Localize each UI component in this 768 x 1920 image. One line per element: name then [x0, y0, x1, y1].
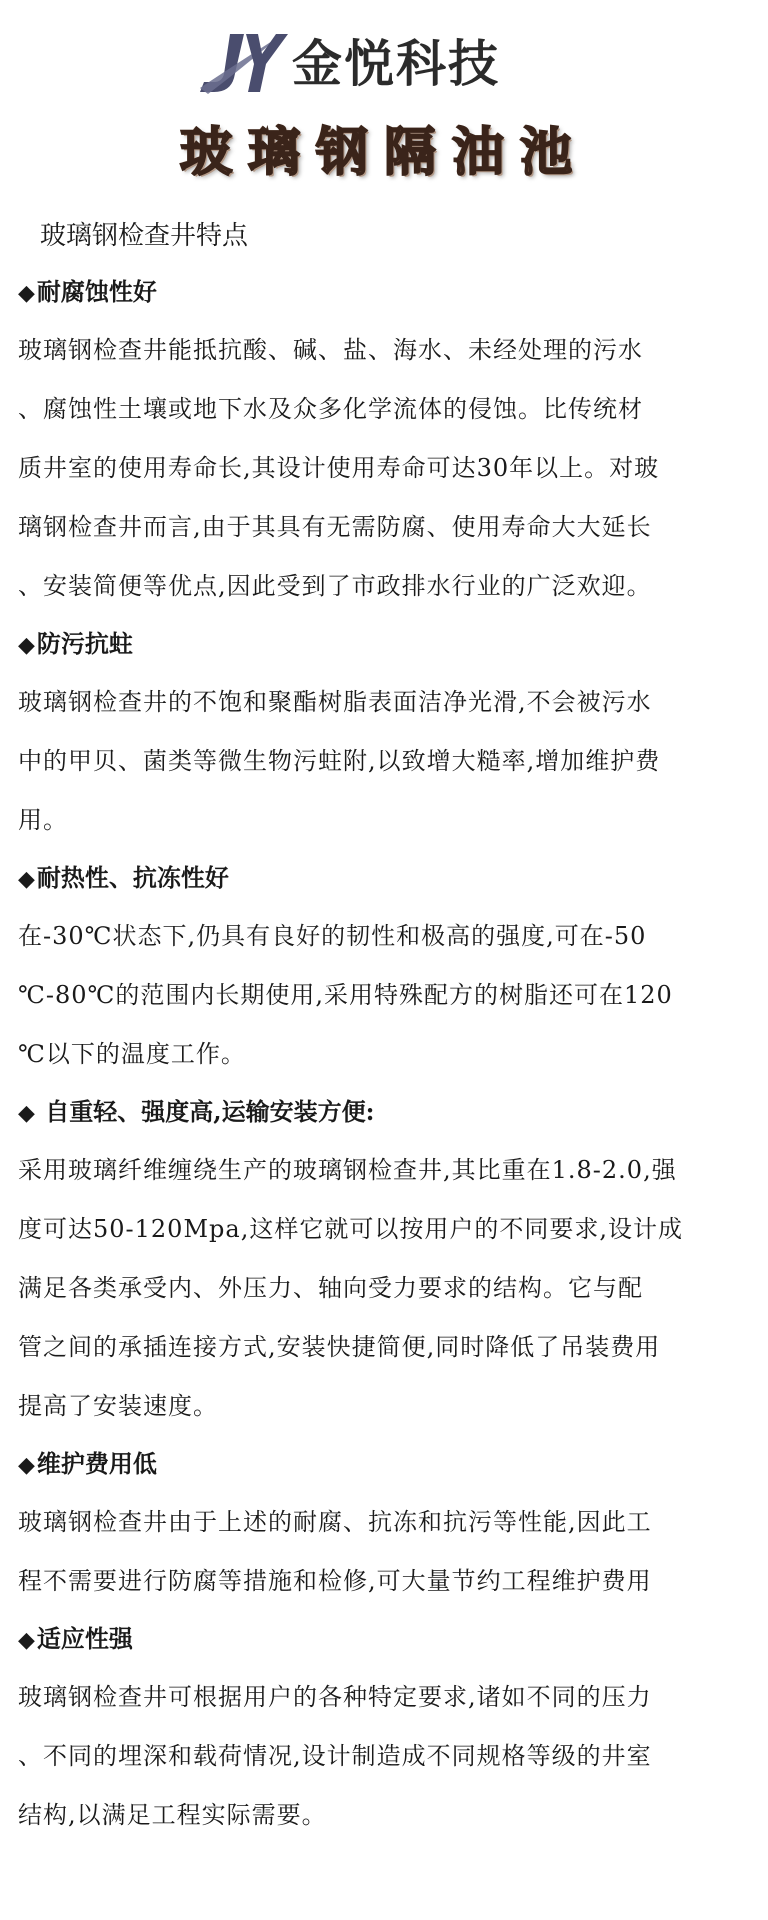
section-heading [18, 616, 758, 673]
section-heading [18, 1611, 758, 1668]
paragraph-line: 玻璃钢检查井可根据用户的各种特定要求,诸如不同的压力 [18, 1683, 652, 1711]
feature-section [18, 264, 758, 616]
section-heading-text: 自重轻、强度高,运输安装方便: [36, 1097, 375, 1126]
paragraph-line: 度可达50-120Mpa,这样它就可以按用户的不同要求,设计成 [18, 1215, 683, 1243]
section-paragraph [18, 321, 758, 616]
section-heading [18, 264, 758, 321]
diamond-icon: ◆ [18, 1452, 35, 1478]
paragraph-line: 采用玻璃纤维缠绕生产的玻璃钢检查井,其比重在1.8-2.0,强 [18, 1156, 677, 1184]
paragraph-line: 提高了安装速度。 [18, 1392, 218, 1420]
paragraph-line: 用。 [18, 806, 68, 834]
jy-logo-mark-icon [200, 28, 290, 100]
paragraph-line: 玻璃钢检查井的不饱和聚酯树脂表面洁净光滑,不会被污水 [18, 688, 652, 716]
feature-section [18, 1084, 758, 1436]
section-heading-text: 防污抗蛀 [36, 629, 133, 658]
section-paragraph [18, 1141, 758, 1436]
section-heading-text: 耐腐蚀性好 [36, 277, 157, 306]
diamond-icon: ◆ [18, 280, 35, 306]
paragraph-line: 玻璃钢检查井由于上述的耐腐、抗冻和抗污等性能,因此工 [18, 1508, 652, 1536]
paragraph-line: 、腐蚀性土壤或地下水及众多化学流体的侵蚀。比传统材 [18, 395, 643, 423]
feature-section [18, 1611, 758, 1845]
section-heading-text: 适应性强 [36, 1624, 133, 1653]
paragraph-line: 程不需要进行防腐等措施和检修,可大量节约工程维护费用 [18, 1567, 652, 1595]
section-heading [18, 1436, 758, 1493]
paragraph-line: 在-30℃状态下,仍具有良好的韧性和极高的强度,可在-50 [18, 922, 647, 950]
diamond-icon: ◆ [18, 632, 35, 658]
page-title: 玻璃钢隔油池 [179, 123, 588, 183]
paragraph-line: 、安装简便等优点,因此受到了市政排水行业的广泛欢迎。 [18, 572, 652, 600]
section-paragraph [18, 907, 758, 1084]
paragraph-line: 中的甲贝、菌类等微生物污蛀附,以致增大糙率,增加维护费 [18, 747, 661, 775]
diamond-icon: ◆ [18, 866, 35, 892]
paragraph-line: 玻璃钢检查井能抵抗酸、碱、盐、海水、未经处理的污水 [18, 336, 643, 364]
paragraph-line: 满足各类承受内、外压力、轴向受力要求的结构。它与配 [18, 1274, 643, 1302]
paragraph-line: 结构,以满足工程实际需要。 [18, 1801, 327, 1829]
logo-company-name: 金悦科技 [292, 35, 500, 93]
paragraph-line: ℃以下的温度工作。 [18, 1040, 246, 1068]
feature-section [18, 850, 758, 1084]
section-paragraph [18, 1493, 758, 1611]
article-subtitle: 玻璃钢检查井特点 [40, 221, 249, 251]
section-heading [18, 850, 758, 907]
feature-section [18, 1436, 758, 1611]
feature-sections [18, 264, 758, 1845]
paragraph-line: 管之间的承插连接方式,安装快捷简便,同时降低了吊装费用 [18, 1333, 661, 1361]
section-heading-text: 耐热性、抗冻性好 [36, 863, 229, 892]
section-heading [18, 1084, 758, 1141]
feature-section [18, 616, 758, 850]
paragraph-line: 璃钢检查井而言,由于其具有无需防腐、使用寿命大大延长 [18, 513, 652, 541]
paragraph-line: 质井室的使用寿命长,其设计使用寿命可达30年以上。对玻 [18, 454, 660, 482]
paragraph-line: ℃-80℃的范围内长期使用,采用特殊配方的树脂还可在120 [18, 981, 673, 1009]
diamond-icon: ◆ [18, 1627, 35, 1653]
section-paragraph [18, 1668, 758, 1845]
section-paragraph [18, 673, 758, 850]
section-heading-text: 维护费用低 [36, 1449, 157, 1478]
paragraph-line: 、不同的埋深和载荷情况,设计制造成不同规格等级的井室 [18, 1742, 652, 1770]
diamond-icon: ◆ [18, 1100, 35, 1126]
logo [200, 28, 560, 100]
article-body [18, 208, 758, 1845]
